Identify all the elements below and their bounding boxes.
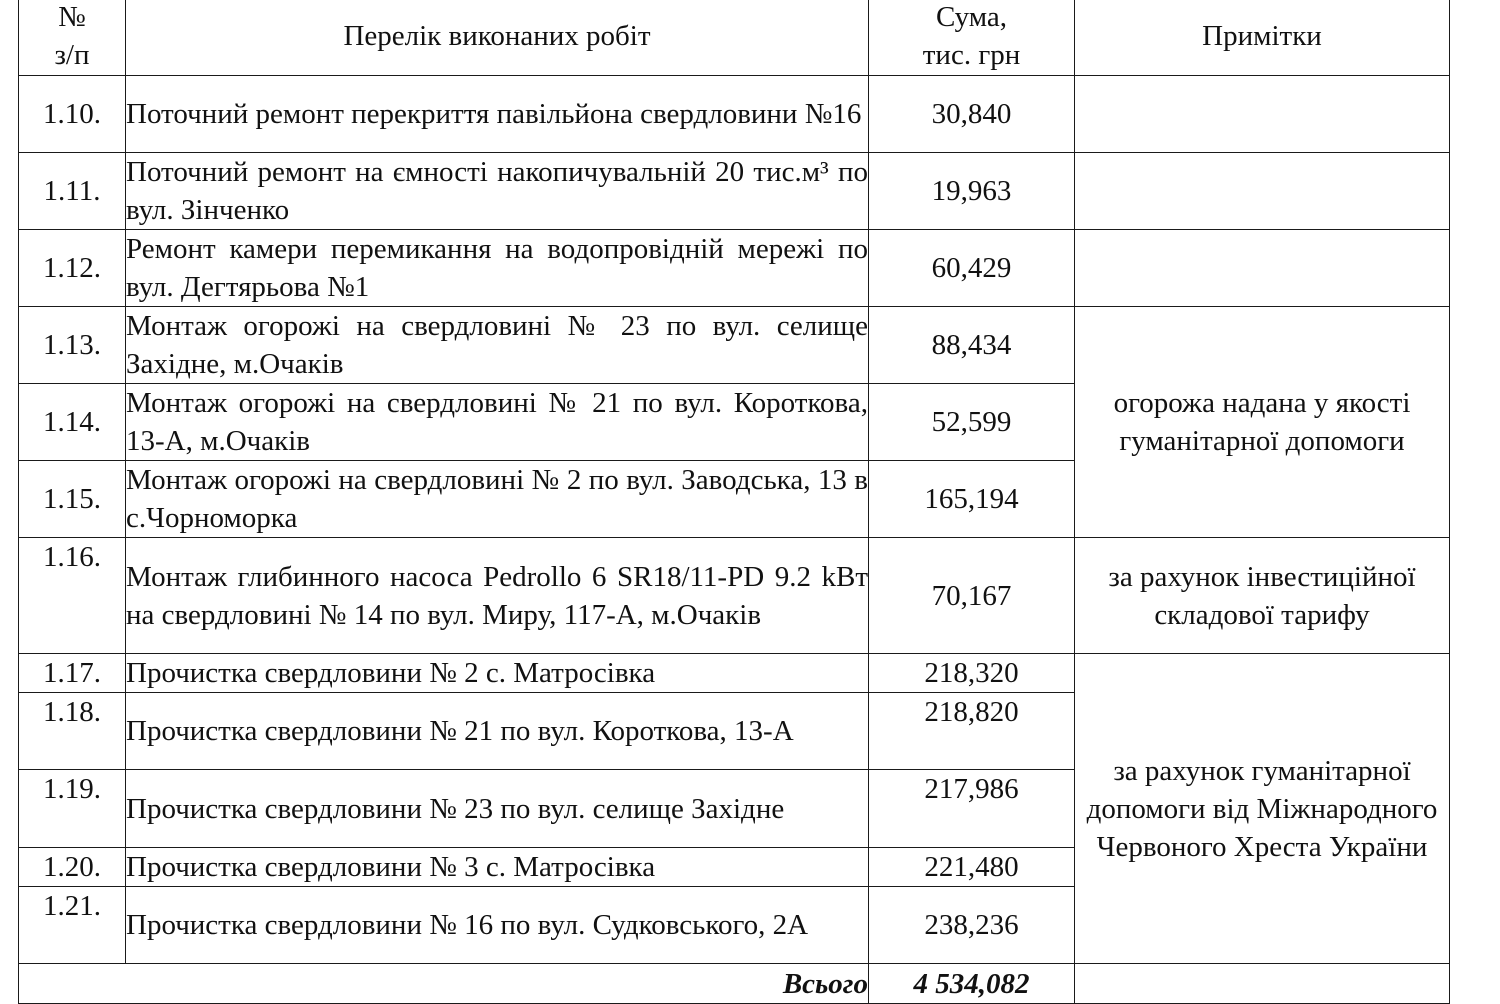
row-number: 1.14. (19, 384, 126, 461)
row-sum: 19,963 (869, 153, 1075, 230)
row-sum: 60,429 (869, 230, 1075, 307)
header-sum-line2: тис. грн (922, 39, 1021, 71)
row-description: Прочистка свердловини № 2 с. Матросівка (126, 654, 869, 693)
header-number-line1: № (58, 1, 86, 33)
row-sum: 52,599 (869, 384, 1075, 461)
table-row (19, 76, 1450, 153)
row-number: 1.11. (19, 153, 126, 230)
row-number: 1.15. (19, 461, 126, 538)
total-sum: 4 534,082 (869, 964, 1075, 1004)
table-row (19, 307, 1450, 384)
total-note-empty (1075, 964, 1450, 1004)
table-row (19, 230, 1450, 307)
row-sum: 165,194 (869, 461, 1075, 538)
header-sum-line1: Сума, (935, 1, 1007, 33)
row-note-empty (1075, 153, 1450, 230)
row-description: Поточний ремонт на ємності накопичувальній 20 тис.м³ по вул. Зінченко (126, 153, 869, 230)
row-number: 1.19. (19, 770, 126, 848)
row-description: Монтаж огорожі на свердловині № 23 по вул. селище Західне, м.Очаків (126, 307, 869, 384)
header-works: Перелік виконаних робіт (126, 0, 869, 76)
row-number: 1.20. (19, 848, 126, 887)
row-sum: 30,840 (869, 76, 1075, 153)
row-note-empty (1075, 76, 1450, 153)
row-sum: 218,320 (869, 654, 1075, 693)
row-description: Монтаж глибинного насоса Pedrollo 6 SR18/11-PD 9.2 kВт на свердловині № 14 по вул. Миру, 117-А, м.Очаків (126, 538, 869, 654)
table-row (19, 538, 1450, 654)
header-number (19, 0, 126, 76)
row-number: 1.13. (19, 307, 126, 384)
row-number: 1.21. (19, 887, 126, 964)
row-number: 1.18. (19, 693, 126, 770)
works-table (18, 0, 1450, 1004)
note-red-cross: за рахунок гуманітарної допомоги від Міжнародного Червоного Хреста України (1075, 654, 1450, 964)
row-number: 1.10. (19, 76, 126, 153)
header-number-line2: з/п (54, 39, 90, 71)
note-fence: огорожа надана у якості гуманітарної допомоги (1075, 307, 1450, 538)
table-row (19, 654, 1450, 693)
row-sum: 70,167 (869, 538, 1075, 654)
table-header-row (19, 0, 1450, 76)
note-investment: за рахунок інвестиційної складової тарифу (1075, 538, 1450, 654)
row-description: Прочистка свердловини № 16 по вул. Судковського, 2А (126, 887, 869, 964)
row-number: 1.16. (19, 538, 126, 654)
row-description: Прочистка свердловини № 3 с. Матросівка (126, 848, 869, 887)
row-note-empty (1075, 230, 1450, 307)
total-row (19, 964, 1450, 1004)
row-sum: 238,236 (869, 887, 1075, 964)
header-sum (869, 0, 1075, 76)
row-sum: 218,820 (869, 693, 1075, 770)
row-sum: 88,434 (869, 307, 1075, 384)
row-number: 1.12. (19, 230, 126, 307)
row-description: Поточний ремонт перекриття павільйона свердловини №16 (126, 76, 869, 153)
table-row (19, 153, 1450, 230)
row-description: Монтаж огорожі на свердловині № 2 по вул. Заводська, 13 в с.Чорноморка (126, 461, 869, 538)
row-sum: 217,986 (869, 770, 1075, 848)
total-label: Всього (19, 964, 869, 1004)
header-notes: Примітки (1075, 0, 1450, 76)
row-sum: 221,480 (869, 848, 1075, 887)
row-description: Прочистка свердловини № 21 по вул. Короткова, 13-А (126, 693, 869, 770)
row-description: Монтаж огорожі на свердловині № 21 по вул. Короткова, 13-А, м.Очаків (126, 384, 869, 461)
row-description: Ремонт камери перемикання на водопровідній мережі по вул. Дегтярьова №1 (126, 230, 869, 307)
row-description: Прочистка свердловини № 23 по вул. селище Західне (126, 770, 869, 848)
row-number: 1.17. (19, 654, 126, 693)
